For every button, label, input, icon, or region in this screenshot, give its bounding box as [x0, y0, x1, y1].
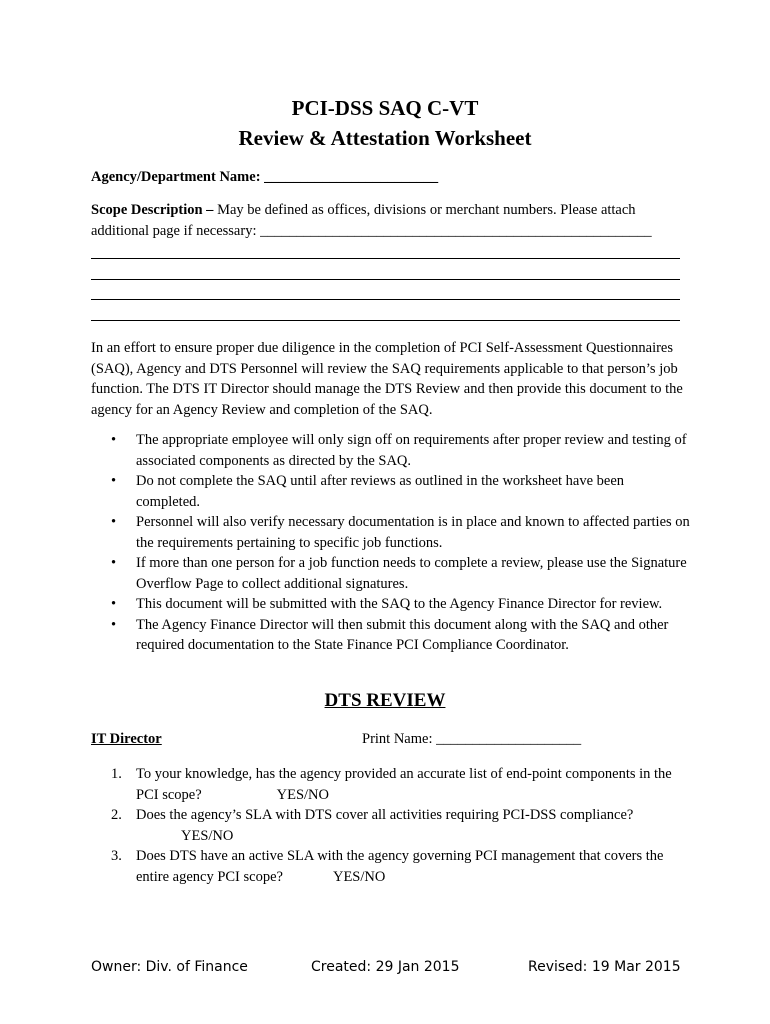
- bullet-icon: •: [111, 555, 117, 571]
- list-item: • This document will be submitted with the SAQ to the Agency Finance Director for review.: [91, 594, 691, 615]
- question-item: [91, 846, 691, 887]
- footer-owner: Owner: Div. of Finance: [91, 959, 248, 975]
- scope-blank-line[interactable]: [91, 320, 680, 321]
- agency-name-field[interactable]: ________________________: [264, 169, 439, 185]
- question-item: [91, 764, 691, 805]
- question-text: Does the agency’s SLA with DTS cover all activities requiring PCI-DSS compliance?: [136, 807, 634, 823]
- list-item: • If more than one person for a job function needs to complete a review, please use the Signature Overflow Page to collect additional signatures.: [111, 555, 687, 592]
- footer-created: Created: 29 Jan 2015: [311, 959, 460, 975]
- scope-blank-line[interactable]: [91, 299, 680, 300]
- scope-description-label: Scope Description –: [91, 202, 214, 218]
- scope-description-text: May be defined as offices, divisions or merchant numbers. Please attach: [213, 202, 636, 218]
- list-item: • The appropriate employee will only sign off on requirements after proper review and testing of associated components as directed by the SAQ.: [111, 432, 687, 469]
- list-item: • Do not complete the SAQ until after reviews as outlined in the worksheet have been completed.: [111, 473, 625, 510]
- bullet-icon: •: [111, 596, 117, 612]
- instructions-list: [91, 430, 691, 656]
- document-title: PCI-DSS SAQ C-VT: [291, 96, 479, 120]
- document-subtitle: Review & Attestation Worksheet: [238, 126, 532, 150]
- bullet-icon: •: [111, 514, 117, 530]
- question-number: 1.: [111, 766, 122, 782]
- print-name-field[interactable]: Print Name: ____________________: [362, 731, 582, 747]
- agency-name-row: [91, 169, 438, 186]
- dts-review-heading: DTS REVIEW: [324, 690, 446, 711]
- yes-no-answer[interactable]: YES/NO: [332, 868, 386, 885]
- intro-paragraph: In an effort to ensure proper due diligence in the completion of PCI Self-Assessment Questionnaires (SAQ), Agency and DTS Personnel will review the SAQ requirements applicable to that person’s job function. The DTS IT Director should manage the DTS Review and then provide this document to the agency for an Agency Review and completion of the SAQ.: [91, 340, 683, 418]
- question-text: Does DTS have an active SLA with the agency governing PCI management that covers the entire agency PCI scope?: [136, 848, 664, 885]
- yes-no-answer[interactable]: YES/NO: [181, 827, 234, 844]
- bullet-icon: •: [111, 473, 117, 489]
- review-questions-list: [91, 764, 691, 887]
- yes-no-answer[interactable]: YES/NO: [276, 786, 330, 803]
- list-item: • Personnel will also verify necessary documentation is in place and known to affected parties on the requirements pertaining to specific job functions.: [111, 514, 690, 551]
- bullet-icon: •: [111, 432, 117, 448]
- list-item: • The Agency Finance Director will then submit this document along with the SAQ and other required documentation to the State Finance PCI Compliance Coordinator.: [111, 616, 669, 653]
- scope-blank-line[interactable]: [91, 258, 680, 259]
- scope-additional-page-line[interactable]: additional page if necessary: ______________________________________________________: [91, 223, 652, 239]
- it-director-label: IT Director: [91, 731, 162, 747]
- bullet-icon: •: [111, 616, 117, 633]
- agency-name-label: Agency/Department Name:: [91, 169, 261, 185]
- question-number: 2.: [111, 807, 122, 823]
- question-number: 3.: [111, 848, 122, 864]
- scope-blank-line[interactable]: [91, 279, 680, 280]
- footer-revised: Revised: 19 Mar 2015: [528, 959, 681, 975]
- question-item: [91, 805, 691, 846]
- scope-description-row: [91, 202, 636, 219]
- question-text: To your knowledge, has the agency provided an accurate list of end-point components in the PCI scope?: [136, 766, 672, 803]
